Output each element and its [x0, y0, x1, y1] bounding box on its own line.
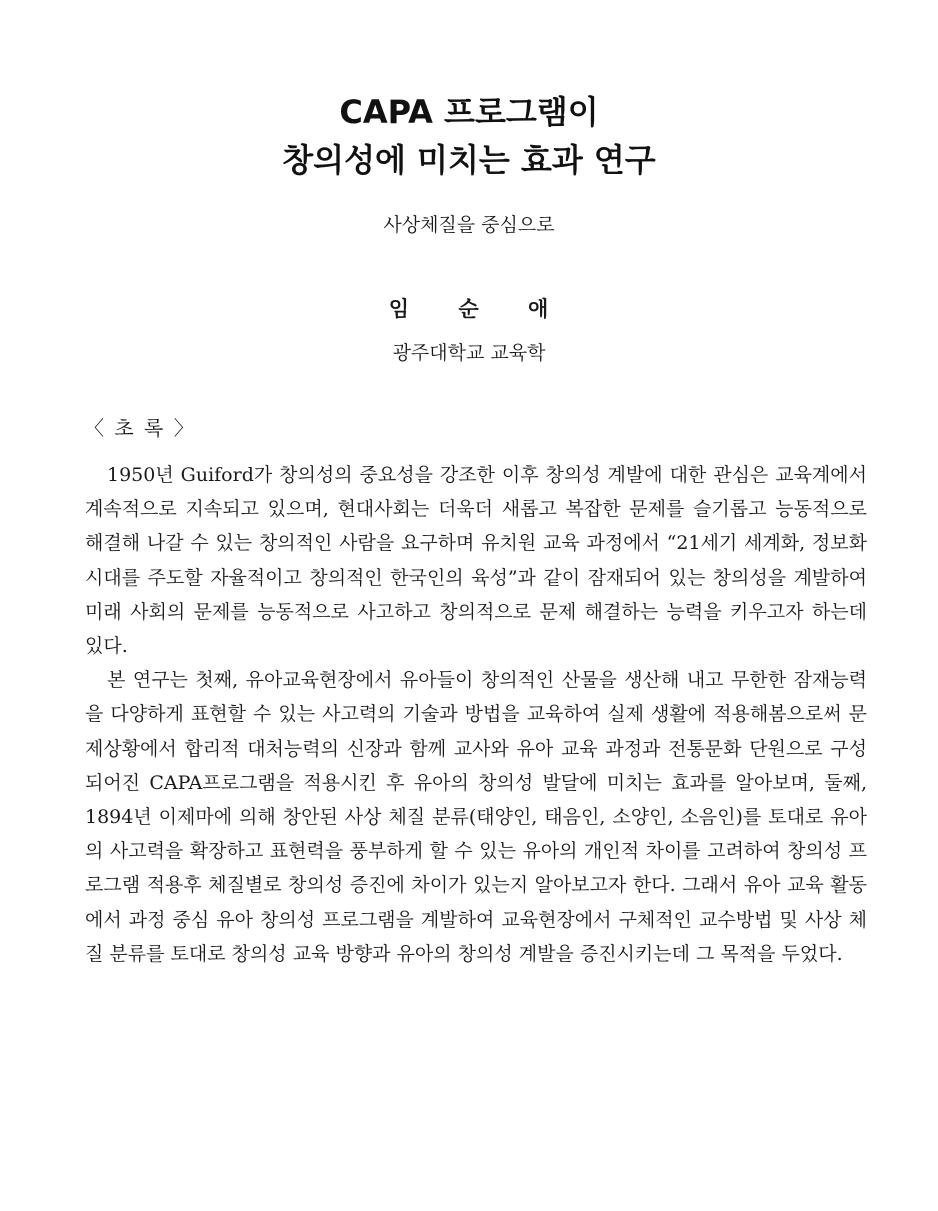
abstract-heading: 〈 초 록 〉 — [84, 416, 196, 440]
paper-subtitle: 사상체질을 중심으로 — [383, 214, 555, 236]
author-affiliation: 광주대학교 교육학 — [392, 342, 546, 364]
paper-title-line-1: CAPA 프로그램이 — [339, 93, 599, 131]
author-name: 임 순 애 — [388, 297, 550, 321]
abstract-paragraph-1: 1950년 Guiford가 창의성의 중요성을 강조한 이후 창의성 계발에 대한 관심은 교육계에서 계속적으로 지속되고 있으며, 현대사회는 더욱더 새롭고 복잡한 문제를 슬기롭고 능동적으로 해결해 나갈 수 있는 창의적인 사람을 요구하며 유치원 교육 과정에서 “21세기 세계화, 정보화 시대를 주도할 자율적이고 창의적인 한국인의 육성”과 같이 잠재되어 있는 창의성을 계발하여 미래 사회의 문제를 능동적으로 사고하고 창의적으로 문제 해결하는 능력을 키우고자 하는데 있다. — [85, 464, 867, 658]
abstract-body — [85, 458, 867, 971]
abstract-paragraph-2: 본 연구는 첫째, 유아교육현장에서 유아들이 창의적인 산물을 생산해 내고 무한한 잠재능력을 다양하게 표현할 수 있는 사고력의 기술과 방법을 교육하여 실제 생활에 적용해봄으로써 문제상황에서 합리적 대처능력의 신장과 함께 교사와 유아 교육 과정과 전통문화 단원으로 구성 되어진 CAPA프로그램을 적용시킨 후 유아의 창의성 발달에 미치는 효과를 알아보며, 둘째, 1894년 이제마에 의해 창안된 사상 체질 분류(태양인, 태음인, 소양인, 소음인)를 토대로 유아의 사고력을 확장하고 표현력을 풍부하게 할 수 있는 유아의 개인적 차이를 고려하여 창의성 프로그램 적용후 체질별로 창의성 증진에 차이가 있는지 알아보고자 한다. 그래서 유아 교육 활동에서 과정 중심 유아 창의성 프로그램을 계발하여 교육현장에서 구체적인 교수방법 및 사상 체질 분류를 토대로 창의성 교육 방향과 유아의 창의성 계발을 증진시키는데 그 목적을 두었다. — [85, 669, 867, 965]
paper-title-line-2: 창의성에 미치는 효과 연구 — [282, 141, 656, 179]
